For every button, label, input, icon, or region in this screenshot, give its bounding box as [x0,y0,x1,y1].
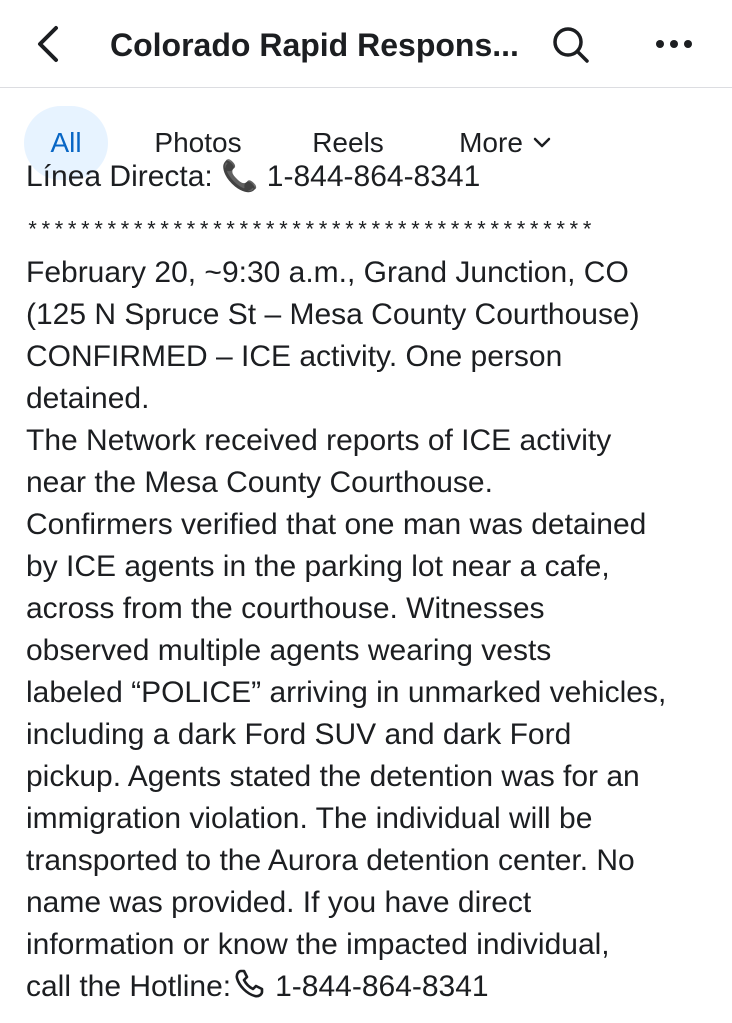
post-line: Confirmers verified that one man was detained [26,508,647,541]
post-line: February 20, ~9:30 a.m., Grand Junction, CO [26,256,629,289]
post-line: observed multiple agents wearing vests [26,634,552,667]
more-options-button[interactable] [652,22,696,66]
more-dots-icon [654,38,694,50]
tab-photos-label: Photos [154,127,242,158]
search-button[interactable] [548,22,592,66]
post-line: pickup. Agents stated the detention was for an [26,760,640,793]
post-line: immigration violation. The individual will be [26,802,593,835]
tab-reels-label: Reels [312,127,384,158]
post-body [26,160,726,1008]
post-line: by ICE agents in the parking lot near a cafe, [26,550,610,583]
post-cutoff-line [26,160,726,208]
post-line: CONFIRMED – ICE activity. One person [26,340,563,373]
post-line: near the Mesa County Courthouse. [26,466,493,499]
chevron-down-icon [533,137,551,149]
tab-all-label: All [50,127,82,158]
post-line: (125 N Spruce St – Mesa County Courthouse) [26,298,640,331]
phone-icon [233,968,269,1000]
post-line: detained. [26,382,150,415]
post-line: across from the courthouse. Witnesses [26,592,545,625]
post-paragraph [26,252,726,1008]
post-line: including a dark Ford SUV and dark Ford [26,718,572,751]
post-line: labeled “POLICE” arriving in unmarked vehicles, [26,676,667,709]
post-cutoff-text: Línea Directa: 📞 1-844-864-8341 [26,160,481,193]
tab-more-label: More [459,127,523,158]
hotline-number[interactable]: 1-844-864-8341 [275,970,489,1003]
hotline-line [26,966,726,1008]
hotline-prefix: call the Hotline: [26,970,232,1003]
chevron-left-icon [34,24,62,64]
post-line: name was provided. If you have direct [26,886,532,919]
search-icon [550,24,590,64]
page-title: Colorado Rapid Respons... [110,27,519,63]
post-line: The Network received reports of ICE activity [26,424,612,457]
post-line: information or know the impacted individual, [26,928,610,961]
separator-stars: ******************************************* [26,219,594,244]
back-button[interactable] [28,22,68,66]
post-line: transported to the Aurora detention center. No [26,844,635,877]
top-bar [0,0,732,88]
